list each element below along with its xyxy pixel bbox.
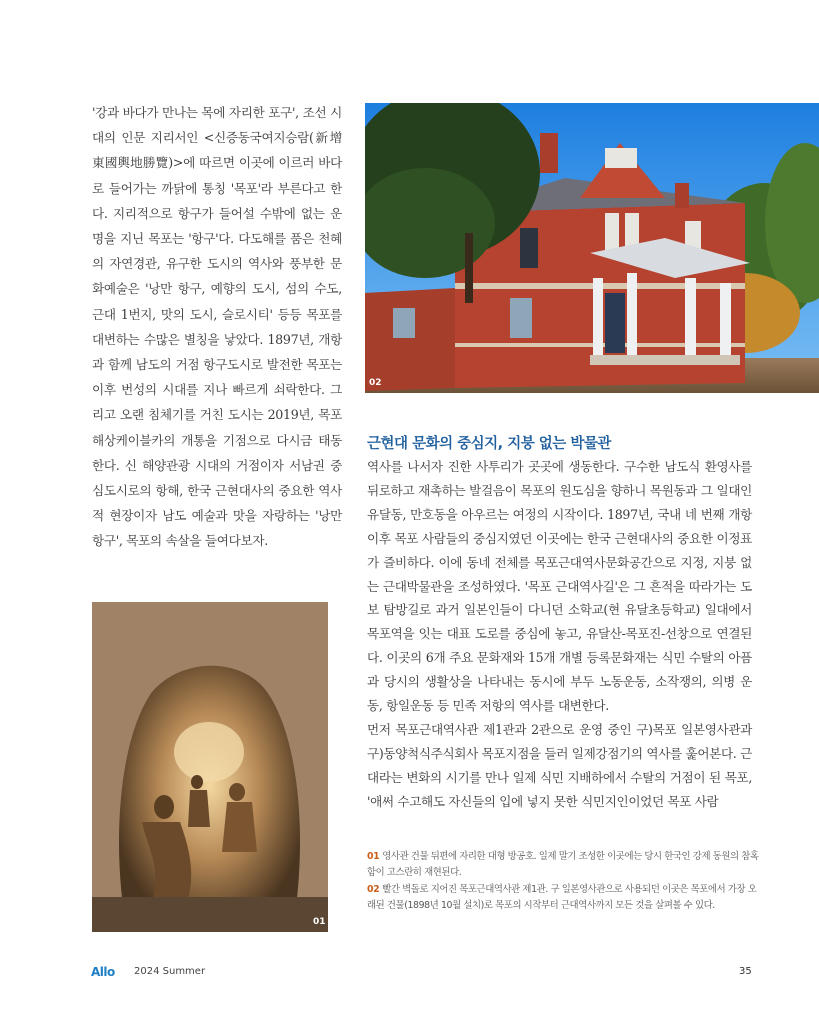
- magazine-logo: Allo: [91, 965, 115, 979]
- section-heading: 근현대 문화의 중심지, 지붕 없는 박물관: [367, 436, 611, 452]
- intro-paragraph: '강과 바다가 만나는 목에 자리한 포구', 조선 시대의 인문 지리서인 <신증동국여지승람(新增東國輿地勝覽)>에 따르면 이곳에 이르러 바다로 들어가는 까닭에 통칭 '목포'라 부른다고 한다. 지리적으로 항구가 들어설 수밖에 없는 운명을 지닌 목포는 '항구'다. 다도해를 품은 천혜의 자연경관, 유구한 도시의 역사와 풍부한 문화예술은 '낭만 항구, 예향의 도시, 섬의 수도, 근대 1번지, 맛의 도시, 슬로시티' 등등 목포를 대변하는 수많은 별칭을 낳았다. 1897년, 개항과 함께 남도의 거점 항구도시로 발전한 목포는 이후 번성의 시대를 지나 빠르게 쇠락한다. 그리고 오랜 침체기를 거친 도시는 2019년, 목포 해상케이블카의 개통을 기점으로 다시금 태동한다. 신 해양관광 시대의 거점이자 서남권 중심도시로의 항해, 한국 근현대사의 중요한 역사적 현장이자 남도 예술과 맛을 자랑하는 '낭만 항구', 목포의 속살을 들여다보자.: [92, 105, 342, 549]
- caption-number: 01: [367, 851, 380, 862]
- caption-text: 영사관 건물 뒤편에 자리한 대형 방공호. 일제 말기 조성한 이곳에는 당시 한국인 강제 동원의 참혹함이 고스란히 재현된다.: [367, 851, 759, 878]
- photo-01-label: 01: [313, 917, 326, 927]
- caption-number: 02: [367, 884, 380, 895]
- caption-01: [367, 849, 763, 881]
- photo-air-raid-shelter: [92, 602, 328, 932]
- photo-02-label: 02: [369, 378, 382, 388]
- caption-02: [367, 882, 763, 914]
- page-number: 35: [739, 966, 752, 977]
- brick-building-illustration: [365, 103, 819, 393]
- issue-label: 2024 Summer: [134, 966, 206, 977]
- section-paragraph-2: 먼저 목포근대역사관 제1관과 2관으로 운영 중인 구)목포 일본영사관과 구)동양척식주식회사 목포지점을 들러 일제강점기의 역사를 훑어본다. 근대라는 변화의 시기를 만나 일제 식민 지배하에서 수탈의 거점이 된 목포, '애써 수고해도 자신들의 입에 넣지 못한 식민지인이었던 목포 사람: [367, 721, 752, 809]
- tunnel-illustration: [92, 602, 328, 932]
- caption-text: 빨간 벽돌로 지어진 목포근대역사관 제1관. 구 일본영사관으로 사용되던 이곳은 목포에서 가장 오래된 건물(1898년 10월 설치)로 목포의 시작부터 근대역사까지 모든 것을 살펴볼 수 있다.: [367, 884, 757, 911]
- section-body: [367, 455, 752, 814]
- photo-captions: [367, 849, 763, 915]
- section-paragraph-1: 역사를 나서자 진한 사투리가 곳곳에 생동한다. 구수한 남도식 환영사를 뒤로하고 재촉하는 발걸음이 목포의 원도심을 향하니 목원동과 그 일대인 유달동, 만호동을 아우르는 여정의 시작이다. 1897년, 국내 네 번째 개항 이후 목포 사람들의 중심지였던 이곳에는 한국 근현대사의 중요한 이정표가 즐비하다. 이에 동네 전체를 목포근대역사문화공간으로 지정, 지붕 없는 근대박물관을 조성하였다. '목포 근대역사길'은 그 흔적을 따라가는 도보 탐방길로 과거 일본인들이 다니던 소학교(현 유달초등학교) 일대에서 목포역을 잇는 대표 도로를 중심에 놓고, 유달산-목포진-선창으로 연결된다. 이곳의 6개 주요 문화재와 15개 개별 등록문화재는 식민 수탈의 아픔과 당시의 생활상을 나타내는 동시에 부두 노동운동, 소작쟁의, 의병 운동, 항일운동 등 민족 저항의 역사를 대변한다.: [367, 459, 752, 714]
- photo-consulate-building: [365, 103, 819, 393]
